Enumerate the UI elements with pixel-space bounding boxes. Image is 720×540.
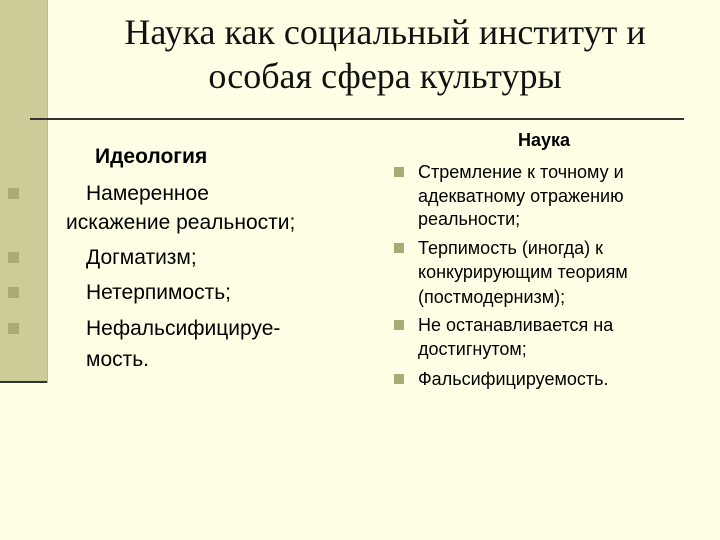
square-bullet-icon (8, 287, 19, 298)
square-bullet-icon (394, 167, 404, 177)
science-item-line: адекватному отражению (418, 186, 624, 206)
science-item-line: достигнутом; (418, 339, 527, 359)
science-item-line: Фальсифицируемость. (418, 369, 609, 389)
title-divider (30, 118, 684, 120)
ideology-item-line: Нетерпимость; (86, 281, 232, 304)
slide-title (60, 10, 710, 98)
ideology-heading: Идеология (95, 145, 208, 168)
ideology-item-line: Догматизм; (86, 246, 197, 269)
science-heading: Наука (518, 130, 571, 150)
ideology-item-line: Намеренное (86, 182, 209, 205)
science-item-line: Стремление к точному и (418, 162, 624, 182)
slide-title-line-2: особая сфера культуры (208, 56, 562, 96)
square-bullet-icon (8, 188, 19, 199)
science-item-line: реальности; (418, 209, 521, 229)
square-bullet-icon (394, 374, 404, 384)
ideology-item-line: искажение реальности; (66, 211, 296, 234)
ideology-item-line: Нефальсифицируе- (86, 317, 281, 340)
accent-bar-underline (0, 381, 47, 383)
square-bullet-icon (394, 243, 404, 253)
science-item-line: Не останавливается на (418, 315, 614, 335)
square-bullet-icon (8, 323, 19, 334)
square-bullet-icon (8, 252, 19, 263)
square-bullet-icon (394, 320, 404, 330)
science-item-line: (постмодернизм); (418, 287, 566, 307)
ideology-item-line: мость. (86, 348, 150, 371)
slide-title-line-1: Наука как социальный институт и (124, 12, 646, 52)
science-item-line: Терпимость (иногда) к (418, 238, 603, 258)
science-item-line: конкурирующим теориям (418, 262, 628, 282)
